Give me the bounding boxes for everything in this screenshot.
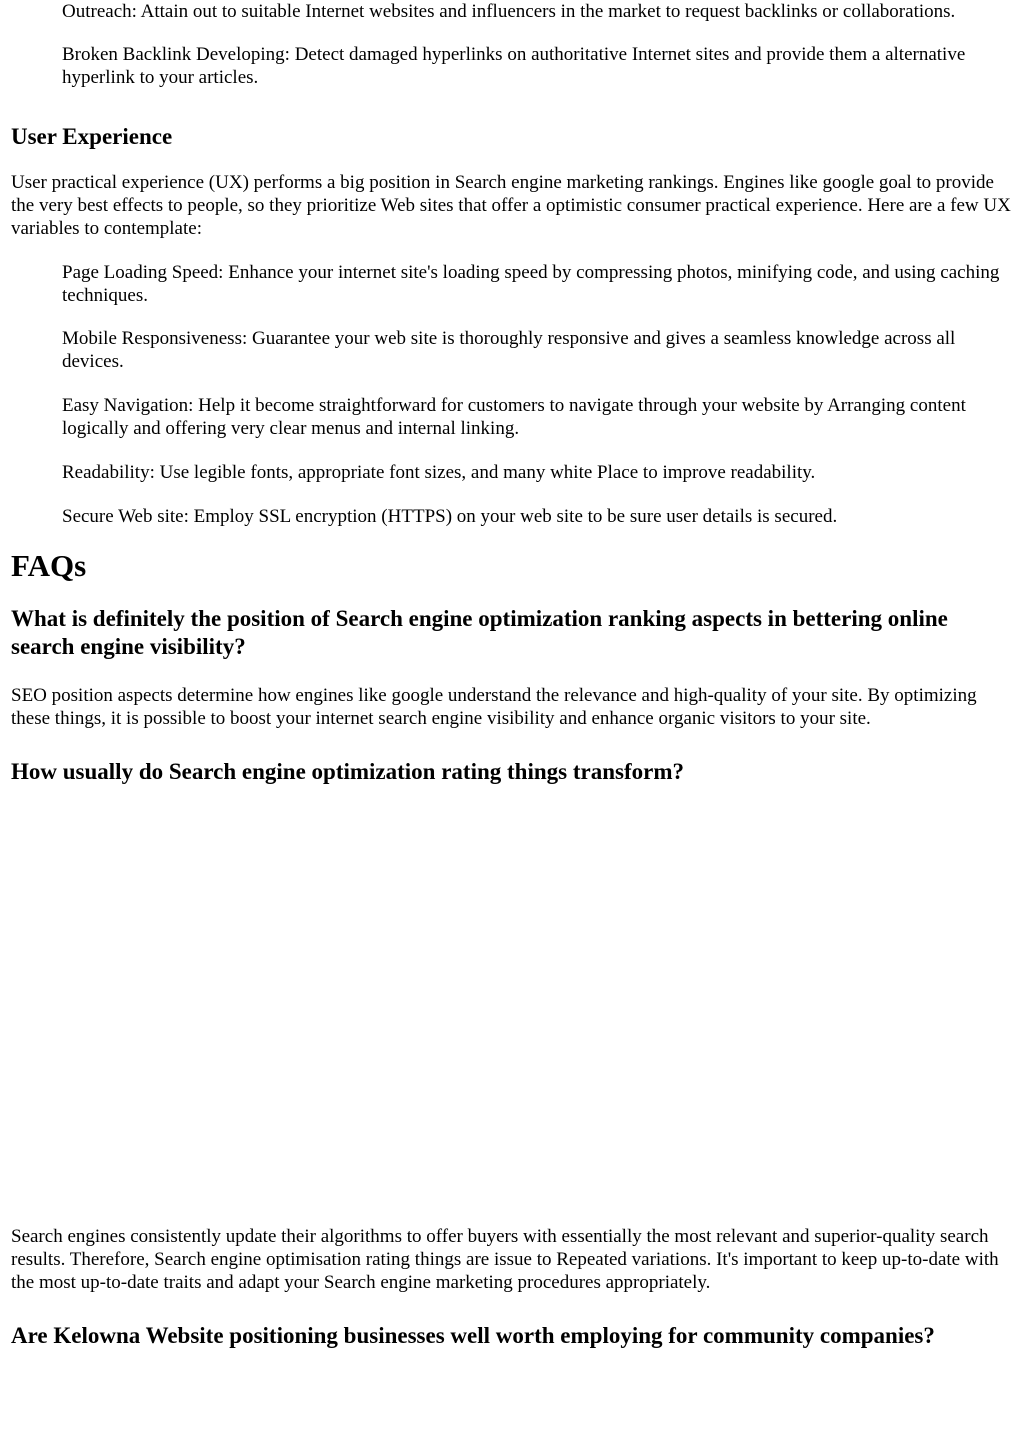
faq-question-2: How usually do Search engine optimization rating things transform?	[11, 759, 684, 784]
list-item-outreach: Outreach: Attain out to suitable Internet websites and influencers in the market to request backlinks or collaborations.	[62, 1, 956, 22]
paragraph-ux-intro: User practical experience (UX) performs a big position in Search engine marketing rankings. Engines like google goal to provide the very best effects to people, so they prioritize Web sites that offer a optimistic consumer practical experience. Here are a few UX variables to contemplate:	[11, 172, 1011, 239]
faq-question-3: Are Kelowna Website positioning businesses well worth employing for community companies?	[11, 1323, 935, 1348]
faq-question-1: What is definitely the position of Search engine optimization ranking aspects in bettering online search engine visibility?	[11, 606, 948, 659]
article-body	[11, 0, 1015, 1350]
blank-space	[11, 786, 1015, 1225]
faq-answer-2: Search engines consistently update their algorithms to offer buyers with essentially the most relevant and superior-quality search results. Therefore, Search engine optimisation rating things are issue to Repeated variations. It's important to keep up-to-date with the most up-to-date traits and adapt your Search engine marketing procedures appropriately.	[11, 1226, 999, 1293]
list-item-readability: Readability: Use legible fonts, appropriate font sizes, and many white Place to improve readability.	[62, 462, 816, 483]
list-item-page-loading-speed: Page Loading Speed: Enhance your internet site's loading speed by compressing photos, minifying code, and using caching techniques.	[62, 262, 1000, 306]
list-item-easy-navigation: Easy Navigation: Help it become straightforward for customers to navigate through your website by Arranging content logically and offering very clear menus and internal linking.	[62, 395, 966, 439]
list-item-broken-backlink: Broken Backlink Developing: Detect damaged hyperlinks on authoritative Internet sites and provide them a alternative hyperlink to your articles.	[62, 44, 966, 88]
heading-faqs: FAQs	[11, 548, 87, 583]
list-item-secure-web-site: Secure Web site: Employ SSL encryption (HTTPS) on your web site to be sure user details is secured.	[62, 506, 838, 527]
list-item-mobile-responsiveness: Mobile Responsiveness: Guarantee your web site is thoroughly responsive and gives a seamless knowledge across all devices.	[62, 328, 956, 372]
heading-user-experience: User Experience	[11, 124, 173, 149]
faq-answer-1: SEO position aspects determine how engines like google understand the relevance and high-quality of your site. By optimizing these things, it is possible to boost your internet search engine visibility and enhance organic visitors to your site.	[11, 685, 977, 729]
